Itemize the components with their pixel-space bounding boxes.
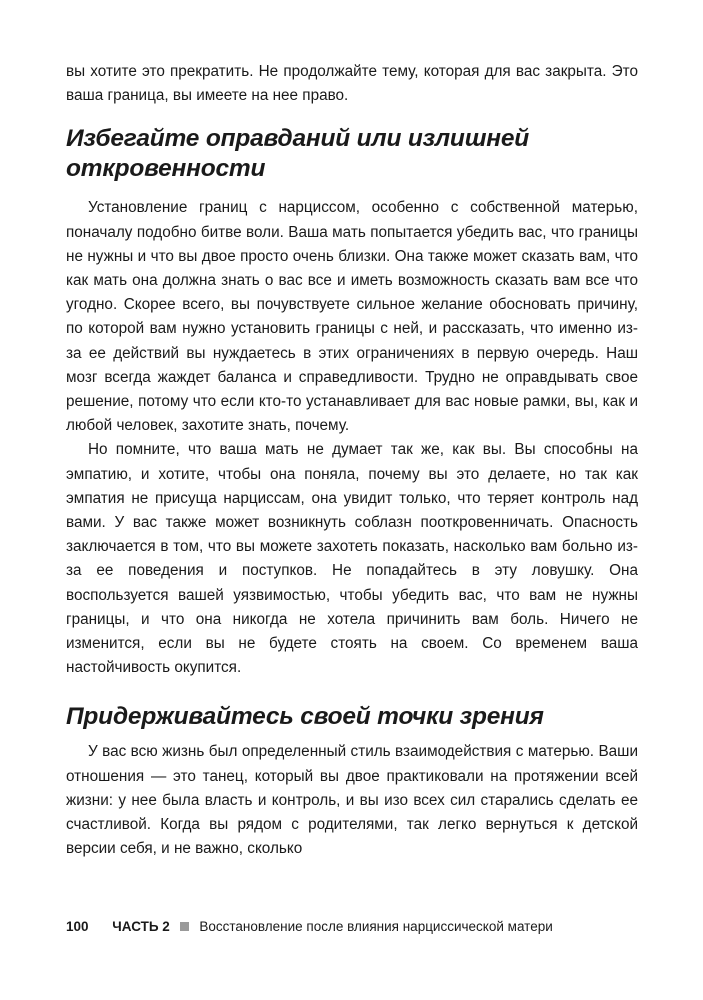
part-label: ЧАСТЬ 2 bbox=[112, 919, 170, 934]
chapter-title: Восстановление после влияния нарциссической матери bbox=[199, 919, 553, 934]
body-paragraph: Установление границ с нарциссом, особенно с собственной матерью, поначалу подобно битве воли. Ваша мать попытается убедить вас, что границы не нужны и что вы двое просто очень близки. Она также может сказать вам, что как мать она должна знать о вас все и иметь возможность сказать вам все что угодно. Скорее всего, вы почувствуете сильное желание обосновать причину, по которой вам нужно установить границы с ней, и рассказать, что именно из-за ее действий вы нуждаетесь в этих ограничениях в первую очередь. Наш мозг всегда жаждет баланса и справедливости. Трудно не оправдывать свое решение, потому что если кто-то устанавливает для вас новые рамки, вы, как и любой человек, захотите знать, почему. bbox=[66, 199, 638, 435]
section-heading-avoid-justification: Избегайте оправданий или излишней откровенности bbox=[66, 125, 530, 183]
page-number: 100 bbox=[66, 919, 89, 934]
page-body bbox=[66, 60, 638, 861]
square-marker-icon bbox=[180, 922, 189, 931]
body-paragraph: У вас всю жизнь был определенный стиль взаимодействия с матерью. Ваши отношения — это танец, который вы двое практиковали на протяжении всей жизни: у нее была власть и контроль, и вы изо всех сил старались сделать ее счастливой. Когда вы рядом с родителями, так легко вернуться к детской версии себя, и не важно, сколько bbox=[66, 743, 638, 858]
body-paragraph: Но помните, что ваша мать не думает так же, как вы. Вы способны на эмпатию, и хотите, чтобы она поняла, почему вы это делаете, но так как эмпатия не присуща нарциссам, она увидит только, что теряет контроль над вами. У вас также может возникнуть соблазн пооткровенничать. Опасность заключается в том, что вы можете захотеть показать, насколько вам больно из-за ее поведения и поступков. Не попадайтесь в эту ловушку. Она воспользуется вашей уязвимостью, чтобы убедить вас, что вам не нужны границы, и что она никогда не хотела причинить вам боль. Ничего не изменится, если вы не будете стоять на своем. Со временем ваша настойчивость окупится. bbox=[66, 441, 638, 677]
section-heading-stand-your-ground: Придерживайтесь своей точки зрения bbox=[66, 703, 544, 731]
intro-paragraph: вы хотите это прекратить. Не продолжайте тему, которая для вас закрыта. Это ваша граница, вы имеете на нее право. bbox=[66, 63, 638, 105]
page-footer bbox=[66, 918, 638, 936]
